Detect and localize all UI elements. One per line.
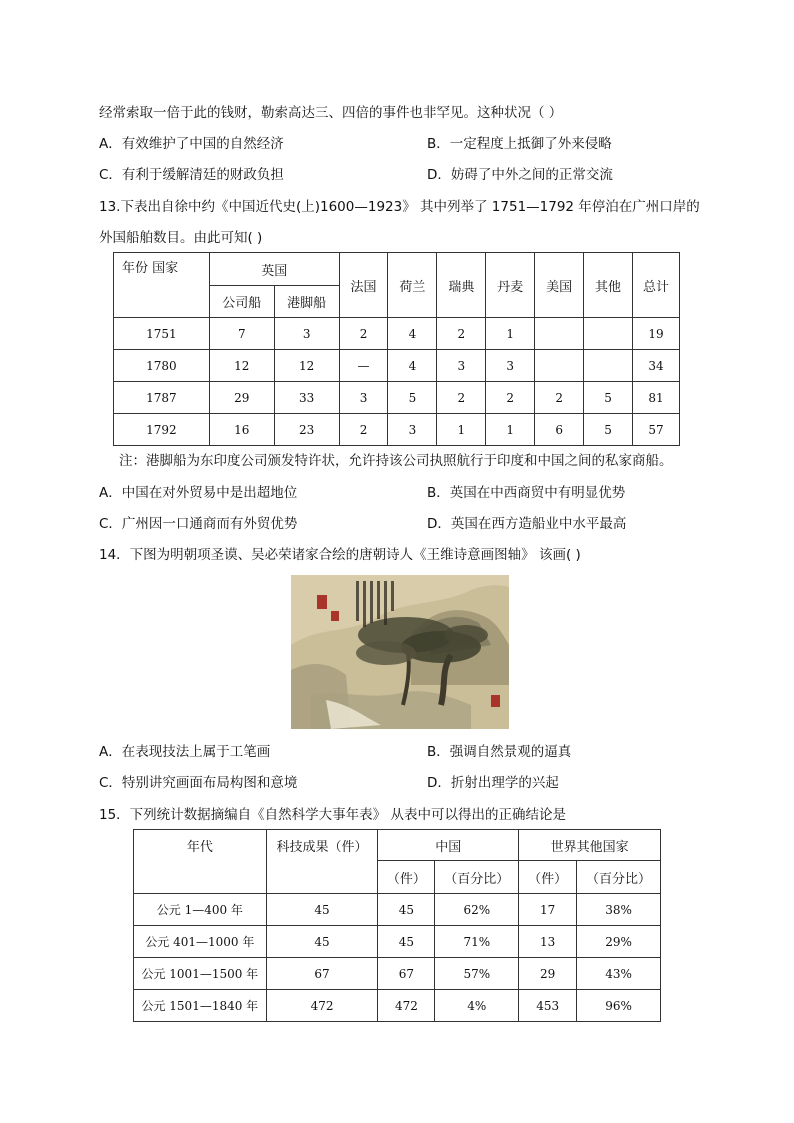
q14-option-c: C．特别讲究画面布局构图和意境: [99, 775, 298, 791]
q15-stem: 15．下列统计数据摘编自《自然科学大事年表》 从表中可以得出的正确结论是: [99, 807, 566, 823]
table-cell: [584, 318, 633, 350]
table-cell: 2: [437, 382, 486, 414]
table-cell: 472: [378, 990, 435, 1022]
q13-option-b: B．英国在中西商贸中有明显优势: [427, 485, 626, 501]
table-cell: [584, 350, 633, 382]
table-cell: 16: [209, 414, 274, 446]
header-china-percent: （百分比）: [435, 861, 519, 894]
header-france: 法国: [339, 253, 388, 318]
q12-option-b: B．一定程度上抵御了外来侵略: [427, 136, 612, 152]
row-year: 1787: [114, 382, 210, 414]
header-sweden: 瑞典: [437, 253, 486, 318]
row-year: 1780: [114, 350, 210, 382]
header-china: 中国: [378, 830, 519, 861]
header-achievements: 科技成果（件）: [266, 830, 378, 894]
britain-header: 英国: [209, 253, 339, 286]
table-row: [134, 926, 661, 958]
q14-option-b: B．强调自然景观的逼真: [427, 744, 572, 760]
table-cell: 57: [633, 414, 680, 446]
header-company-ship: 公司船: [209, 286, 274, 318]
header-total: 总计: [633, 253, 680, 318]
header-netherlands: 荷兰: [388, 253, 437, 318]
table-row: [114, 318, 680, 350]
header-country-ship: 港脚船: [274, 286, 339, 318]
table-cell: 2: [339, 318, 388, 350]
table-cell: 33: [274, 382, 339, 414]
q13-stem-line1: 13.下表出自徐中约《中国近代史(上)1600—1923》 其中列举了 1751—1792 年停泊在广州口岸的: [99, 199, 700, 215]
q12-option-c: C．有利于缓解清廷的财政负担: [99, 167, 284, 183]
table-cell: 4: [388, 350, 437, 382]
row-era: 公元 1501—1840 年: [134, 990, 267, 1022]
table-cell: 1: [486, 414, 535, 446]
table-cell: 67: [378, 958, 435, 990]
ship-count-table: [113, 252, 680, 446]
row-era: 公元 1—400 年: [134, 894, 267, 926]
table-cell: 1: [437, 414, 486, 446]
table-row: [134, 958, 661, 990]
table-row: [114, 414, 680, 446]
table-cell: 6: [535, 414, 584, 446]
table-cell: 17: [519, 894, 577, 926]
table-cell: 71%: [435, 926, 519, 958]
table-cell: 29: [519, 958, 577, 990]
q12-option-a: A．有效维护了中国的自然经济: [99, 136, 284, 152]
corner-header-cell: [114, 253, 210, 318]
table-cell: 472: [266, 990, 378, 1022]
landscape-painting-image: [291, 575, 509, 729]
table-cell: [535, 318, 584, 350]
table-cell: 4: [388, 318, 437, 350]
painting-artwork: [291, 575, 509, 729]
row-era: 公元 1001—1500 年: [134, 958, 267, 990]
table-cell: 4%: [435, 990, 519, 1022]
q13-stem-line2: 外国船舶数目。由此可知( ): [99, 230, 263, 246]
table-cell: 29%: [577, 926, 661, 958]
corner-header-label: 年份 国家: [122, 261, 179, 276]
table-cell: [535, 350, 584, 382]
table-cell: 43%: [577, 958, 661, 990]
table-cell: 1: [486, 318, 535, 350]
table-cell: 453: [519, 990, 577, 1022]
table-cell: 81: [633, 382, 680, 414]
q13-note: 注：港脚船为东印度公司颁发特许状，允许持该公司执照航行于印度和中国之间的私家商船。: [119, 453, 673, 469]
header-world: 世界其他国家: [519, 830, 661, 861]
q13-option-a: A．中国在对外贸易中是出超地位: [99, 485, 298, 501]
header-other: 其他: [584, 253, 633, 318]
table-cell: 12: [274, 350, 339, 382]
row-year: 1751: [114, 318, 210, 350]
header-usa: 美国: [535, 253, 584, 318]
table-row: [114, 382, 680, 414]
table-cell: 67: [266, 958, 378, 990]
q14-option-d: D．折射出理学的兴起: [427, 775, 559, 791]
table-cell: 7: [209, 318, 274, 350]
q13-option-c: C．广州因一口通商而有外贸优势: [99, 516, 298, 532]
table-cell: 23: [274, 414, 339, 446]
table-row: [134, 894, 661, 926]
table-cell: 34: [633, 350, 680, 382]
table-cell: 19: [633, 318, 680, 350]
table-cell: 3: [486, 350, 535, 382]
table-cell: 45: [266, 926, 378, 958]
table-cell: 62%: [435, 894, 519, 926]
table-cell: 2: [535, 382, 584, 414]
table-cell: 57%: [435, 958, 519, 990]
table-row: [134, 990, 661, 1022]
table-cell: 3: [437, 350, 486, 382]
table-cell: 12: [209, 350, 274, 382]
table-cell: 38%: [577, 894, 661, 926]
header-world-percent: （百分比）: [577, 861, 661, 894]
header-denmark: 丹麦: [486, 253, 535, 318]
table-cell: 5: [388, 382, 437, 414]
table-cell: 5: [584, 382, 633, 414]
table-cell: 96%: [577, 990, 661, 1022]
q14-stem: 14．下图为明朝项圣谟、吴必荣诸家合绘的唐朝诗人《王维诗意画图轴》 该画( ): [99, 547, 581, 563]
header-world-count: （件）: [519, 861, 577, 894]
table-cell: 45: [378, 894, 435, 926]
table-cell: 2: [486, 382, 535, 414]
table-cell: 45: [266, 894, 378, 926]
table-cell: 5: [584, 414, 633, 446]
header-era: 年代: [134, 830, 267, 894]
table-cell: 3: [339, 382, 388, 414]
table-cell: 29: [209, 382, 274, 414]
table-cell: —: [339, 350, 388, 382]
table-cell: 3: [274, 318, 339, 350]
row-era: 公元 401—1000 年: [134, 926, 267, 958]
table-cell: 3: [388, 414, 437, 446]
science-achievements-table: [133, 829, 661, 1022]
row-year: 1792: [114, 414, 210, 446]
table-row: [114, 350, 680, 382]
table-cell: 45: [378, 926, 435, 958]
q12-stem-tail: 经常索取一倍于此的钱财，勒索高达三、四倍的事件也非罕见。这种状况（ ）: [99, 105, 563, 121]
header-china-count: （件）: [378, 861, 435, 894]
table-cell: 13: [519, 926, 577, 958]
q13-option-d: D．英国在西方造船业中水平最高: [427, 516, 627, 532]
q14-option-a: A．在表现技法上属于工笔画: [99, 744, 271, 760]
table-cell: 2: [437, 318, 486, 350]
table-cell: 2: [339, 414, 388, 446]
q12-option-d: D．妨碍了中外之间的正常交流: [427, 167, 613, 183]
